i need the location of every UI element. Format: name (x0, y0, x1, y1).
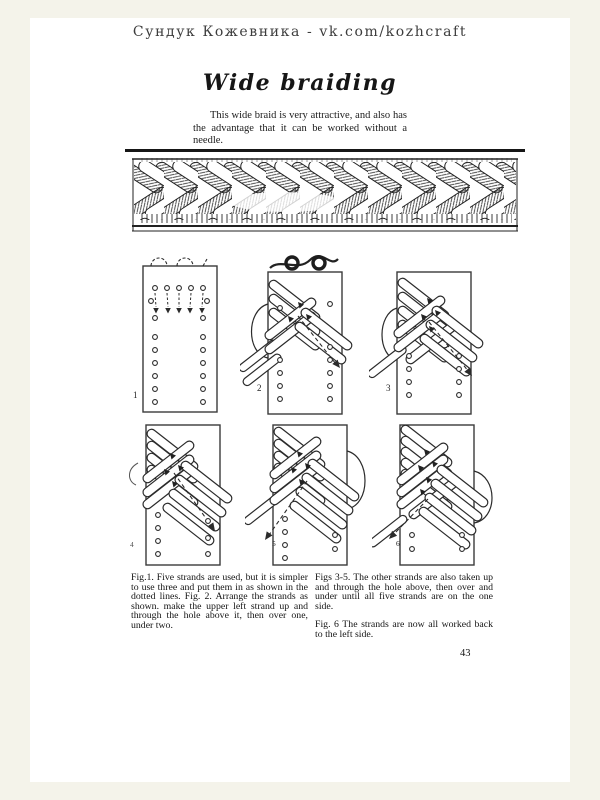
loop-tick (203, 259, 207, 266)
figure-5-diagram (245, 423, 377, 573)
caption-fig6: Fig. 6 The strands are now all worked back to the left side. (315, 619, 493, 640)
knot-strand (270, 256, 338, 268)
horizontal-rule (125, 149, 525, 152)
braid-bottom-fringe (138, 214, 512, 223)
knot (286, 257, 298, 269)
figure-3-label: 3 (386, 383, 391, 393)
figure-4-diagram (118, 423, 248, 573)
book-page (30, 18, 570, 782)
scan-light-patch (230, 192, 340, 212)
knot (313, 257, 325, 269)
braid-weave (134, 162, 516, 220)
braid-sample-illustration (130, 156, 520, 238)
loop-arc (177, 258, 193, 266)
figure-4-label: 4 (130, 540, 134, 549)
figure-3-diagram (369, 252, 501, 422)
page-title: Wide braiding (203, 70, 397, 96)
figure-6-diagram (372, 423, 506, 573)
loop-arc (151, 258, 167, 266)
page-header: Сундук Кожевника - vk.com/kozhcraft (132, 24, 468, 40)
caption-fig3-5: Figs 3-5. The other strands are also taken up and through the hole above, then over and under until all five strands are on the one side. (315, 572, 493, 612)
page-number: 43 (460, 648, 471, 659)
caption-fig1-2: Fig.1. Five strands are used, but it is simpler to use three and put them in as shown in the dotted lines. Fig. 2. Arrange the strands as shown. make the upper left strand up and through the hole above it, then over one, under two. (131, 572, 308, 631)
side-loop (129, 463, 138, 485)
caption-right-column (315, 573, 493, 649)
figure-1-diagram (115, 252, 245, 422)
figure-2-diagram (240, 252, 370, 422)
intro-paragraph: This wide braid is very attractive, and also has the advantage that it can be worked without a needle. (193, 110, 407, 147)
figure-6-label: 6 (396, 539, 400, 548)
caption-left-column (131, 573, 308, 640)
figure-2-label: 2 (257, 383, 262, 393)
figure-5-label: 5 (272, 539, 276, 548)
figure-1-label: 1 (133, 390, 138, 400)
